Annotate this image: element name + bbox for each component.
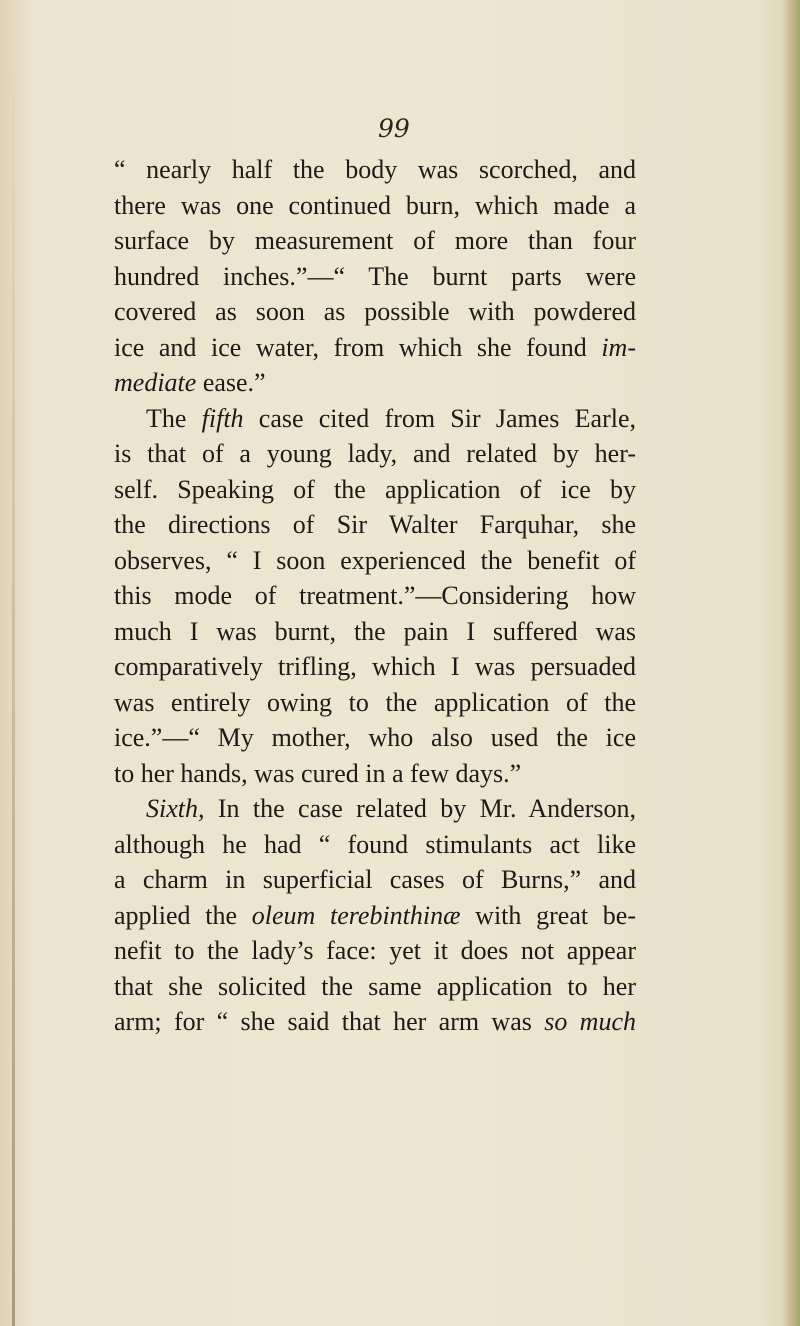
paragraph-start <box>114 791 636 827</box>
text-line: “ nearly half the body was scorched, and <box>114 155 636 184</box>
italic-run: Sixth, <box>146 794 205 823</box>
text-line <box>114 330 636 366</box>
body-text <box>114 152 636 1040</box>
text-line: although he had “ found stimulants act like <box>114 829 636 859</box>
text-line: self. Speaking of the application of ice by <box>114 474 636 504</box>
italic-run: fifth <box>201 403 244 433</box>
text-line: comparatively trifling, which I was persuaded <box>114 652 636 681</box>
text-line: that she solicited the same application to her <box>114 971 636 1001</box>
text-line: ice.”—“ My mother, who also used the ice <box>114 723 636 752</box>
text-run: arm; for “ she said that her arm was <box>114 1007 545 1036</box>
page-number: 99 <box>378 114 410 143</box>
text-run: In the case related by Mr. Anderson, <box>204 794 636 823</box>
text-line: a charm in superficial cases of Burns,” and <box>114 865 636 894</box>
text-line: there was one continued burn, which made a <box>114 190 636 220</box>
text-line: this mode of treatment.”—Considering how <box>114 581 636 610</box>
text-line: covered as soon as possible with powdered <box>114 297 636 326</box>
italic-run: im- <box>601 332 636 362</box>
text-run: The <box>146 403 202 433</box>
text-line <box>114 1004 636 1040</box>
text-line: hundred inches.”—“ The burnt parts were <box>114 261 636 291</box>
text-line <box>114 898 636 934</box>
italic-run: oleum terebinthinæ <box>251 900 461 930</box>
text-line: was entirely owing to the application of the <box>114 687 636 717</box>
text-line: nefit to the lady’s face: yet it does not appear <box>114 936 636 965</box>
text-line: the directions of Sir Walter Farquhar, she <box>114 510 636 539</box>
paragraph-start <box>114 401 636 437</box>
text-line: is that of a young lady, and related by her- <box>114 439 636 468</box>
text-run: case cited from Sir James Earle, <box>243 403 636 433</box>
italic-run: mediate <box>114 368 197 397</box>
text-line: much I was burnt, the pain I suffered was <box>114 616 636 646</box>
text-line <box>114 365 636 401</box>
text-line: observes, “ I soon experienced the benefit of <box>114 545 636 575</box>
page-edge-stain <box>782 0 800 1326</box>
text-line: to her hands, was cured in a few days.” <box>114 758 522 788</box>
text-run: applied the <box>114 900 252 930</box>
italic-run: so much <box>544 1007 637 1036</box>
text-line: surface by measurement of more than four <box>114 226 636 255</box>
text-run: ice and ice water, from which she found <box>114 332 602 362</box>
page-gutter-shadow <box>12 40 15 1326</box>
text-run: ease.” <box>196 368 266 397</box>
text-run: with great be- <box>460 900 637 930</box>
